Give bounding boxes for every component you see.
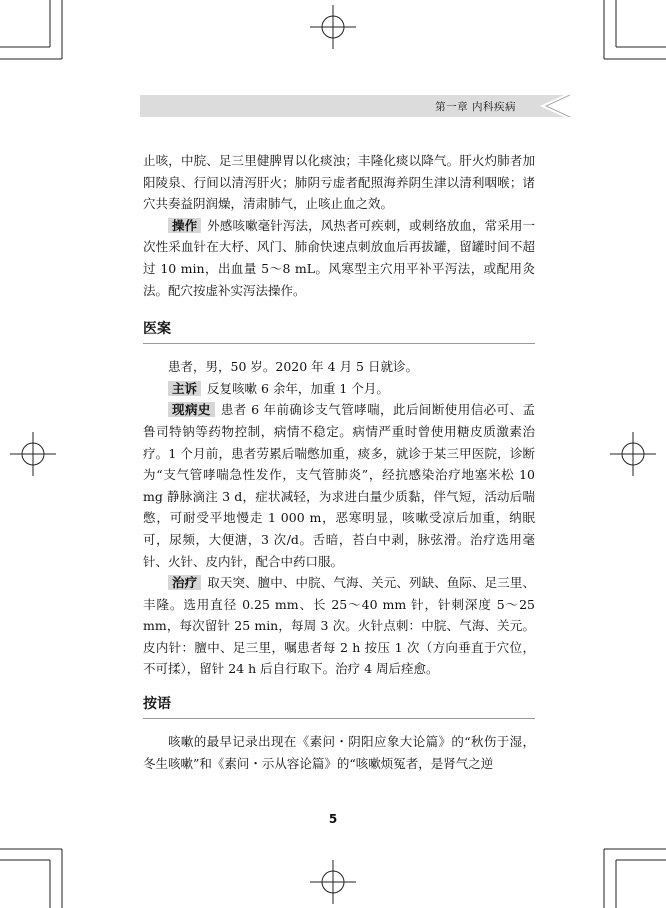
history-text: 患者 6 年前确诊支气管哮喘，此后间断使用信必可、孟鲁司特钠等药物控制，病情不稳定。病情严重时曾使用糖皮质激素治疗。1 个月前，患者劳累后喘憋加重，痰多，就诊于某三甲医院，诊断为“支气管哮喘急性发作，支气管肺炎”，经抗感染治疗地塞米松 10 mg 静脉滴注 3 d，症状减轻，为求进白量少质黏，伴气短，活动后喘憋，可耐受平地慢走 1 000 m，恶寒明显，咳嗽受凉后加重，纳眠可，尿频，大便溏，3 次/d。舌暗，苔白中剥，脉弦滑。治疗选用毫针、火针、皮内针，配合中药口服。	[143, 402, 535, 569]
section-heading-case: 医案	[143, 318, 535, 344]
treatment-term: 治疗	[168, 575, 201, 590]
page-number: 5	[328, 812, 338, 826]
section-heading-notes: 按语	[143, 693, 535, 719]
history-paragraph	[143, 399, 535, 572]
operation-text: 外感咳嗽毫针泻法，风热者可疾刺，或刺络放血，常采用一次性采血针在大杼、风门、肺俞快速点刺放血后再拔罐，留罐时间不超过 10 min，出血量 5～8 mL。风寒型主穴用平补平泻法，或配用灸法。配穴按虚补实泻法操作。	[143, 217, 535, 298]
running-header	[140, 95, 614, 117]
case-intro: 患者，男，50 岁。2020 年 4 月 5 日就诊。	[168, 359, 418, 375]
complaint-paragraph	[143, 378, 535, 400]
history-term: 现病史	[168, 402, 215, 417]
operation-paragraph	[143, 215, 535, 301]
complaint-term: 主诉	[168, 381, 201, 396]
paragraph: 止咳，中脘、足三里健脾胃以化痰浊；丰隆化痰以降气。肝火灼肺者加阳陵泉、行间以清泻肝火；肺阴亏虚者配照海养阴生津以清利咽喉；诸穴共奏益阴润燥，清肃肺气，止咳止血之效。	[143, 153, 535, 212]
treatment-paragraph	[143, 572, 535, 680]
page-body	[143, 150, 535, 774]
header-chevron-decoration	[540, 95, 614, 117]
complaint-text: 反复咳嗽 6 余年，加重 1 个月。	[207, 380, 389, 396]
chapter-title: 第一章 内科疾病	[435, 101, 516, 113]
treatment-text: 取天突、膻中、中脘、气海、关元、列缺、鱼际、足三里、丰隆。选用直径 0.25 mm、长 25～40 mm 针，针刺深度 5～25 mm，每次留针 25 min，每周 3 次。火针点刺：中脘、气海、关元。皮内针：膻中、足三里，嘱患者每 2 h 按压 1 次（方向垂直于穴位，不可揉），留针 24 h 后自行取下。治疗 4 周后痊愈。	[143, 575, 535, 677]
notes-paragraph: 咳嗽的最早记录出现在《素问・阴阳应象大论篇》的“秋伤于湿，冬生咳嗽”和《素问・示从容论篇》的“咳嗽烦冤者，是肾气之逆	[143, 734, 535, 771]
operation-term: 操作	[168, 218, 201, 233]
